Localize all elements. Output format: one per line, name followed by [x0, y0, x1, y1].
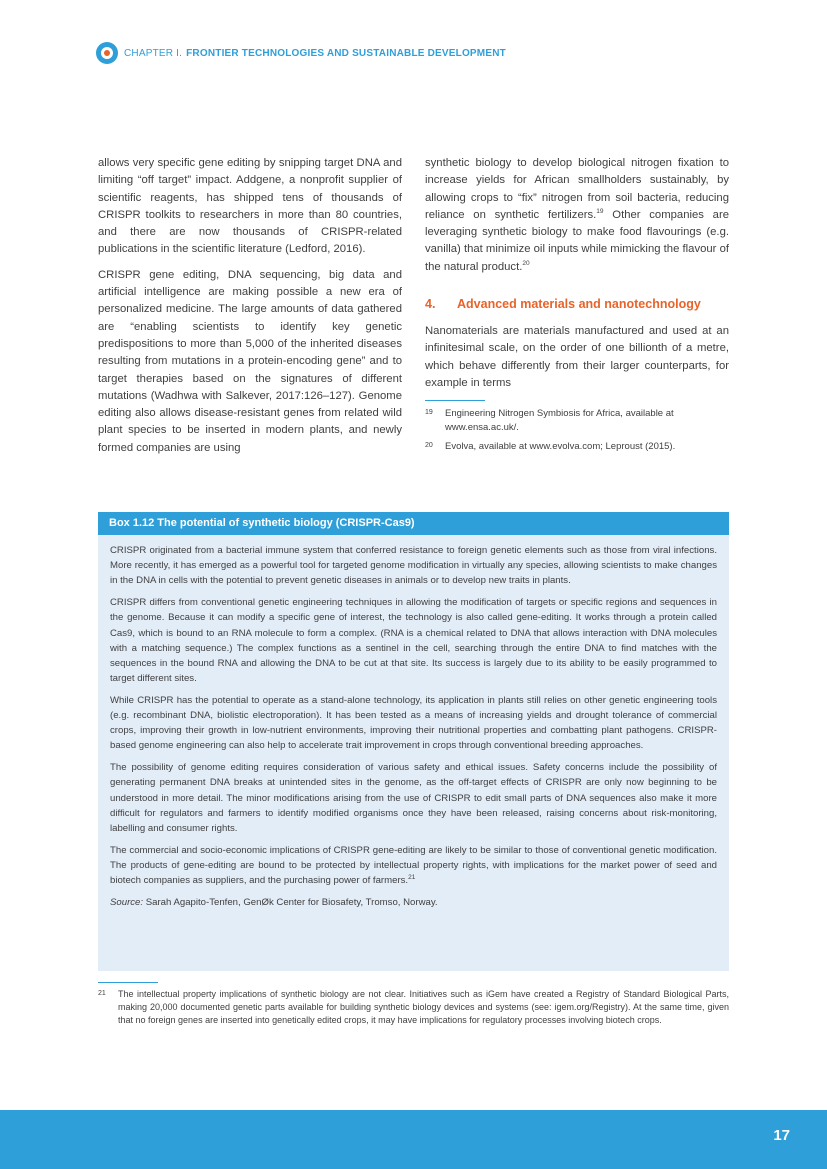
source-text: Sarah Agapito-Tenfen, GenØk Center for Biosafety, Tromso, Norway.	[143, 896, 438, 908]
footnote-20	[425, 440, 729, 454]
footnote-number: 20	[425, 442, 433, 450]
section-heading	[425, 296, 729, 313]
left-column	[98, 155, 402, 465]
footnote-divider	[425, 400, 485, 401]
box-title: Box 1.12 The potential of synthetic biology (CRISPR-Cas9)	[98, 512, 729, 535]
box-paragraph-5-text: The commercial and socio-economic implications of CRISPR gene-editing are likely to be similar to those of conventional genetic modification. The products of gene-editing are bound to be protected by intellectual property rights, with implications for the market power of seed and biotech companies as suppliers, and the purchasing power of farmers.	[110, 844, 717, 887]
footnote-ref-21[interactable]: 21	[408, 873, 416, 881]
page-footnotes	[98, 982, 729, 1026]
left-paragraph-1: allows very specific gene editing by snipping target DNA and limiting “off target” impact. Addgene, a nonprofit supplier of scientific reagents, has shipped tens of thousands of CRISPR toolkits to researchers in more than 80 countries, and there are now thousands of CRISPR-related publications in the scientific literature (Ledford, 2016).	[98, 157, 402, 256]
box-body	[98, 535, 729, 910]
right-paragraph-1	[425, 155, 729, 276]
footnote-number: 19	[425, 409, 433, 417]
box-paragraph-1: CRISPR originated from a bacterial immune system that conferred resistance to foreign genetic elements such as those from viral infections. More recently, it has emerged as a powerful tool for targeted genome modification in virtually any species, allowing scientists to make changes in the DNA in cells with the potential to prevent genetic diseases in animals or to develop new traits in plants.	[110, 545, 717, 587]
box-paragraph-3: While CRISPR has the potential to operate as a stand-alone technology, its application in plants still relies on other genetic engineering tools (e.g. recombinant DNA, biolistic electroporation). It has been tested as a means of increasing yields and drought tolerance of commercial crops, improving their growth in low-nutrient environments, improving their nutritional properties and combatting plant pathogens. CRISPR-based genome engineering can also help to accelerate trait improvement in crops through conventional breeding approaches.	[110, 694, 717, 752]
footnote-text: Evolva, available at www.evolva.com; Leproust (2015).	[445, 441, 676, 453]
right-paragraph-1-text-b: Other companies are leveraging synthetic biology to make food flavourings (e.g. vanilla) that minimize oil inputs while mimicking the flavour of the natural product.	[425, 208, 729, 273]
box-paragraph-5	[110, 843, 717, 889]
footnote-21	[98, 988, 729, 1026]
section-number: 4.	[425, 297, 436, 312]
footnote-text: The intellectual property implications of synthetic biology are not clear. Initiatives such as iGem have created a Registry of Standard Biological Parts, making 20,000 documented genetic parts available for building synthetic biology devices and systems (see: igem.org/Registry). At the same time, given that no foreign genes are inserted into genetically edited crops, it may have implications for regulatory processes involving biotech crops.	[118, 989, 729, 1025]
right-column	[425, 155, 729, 459]
info-box	[98, 512, 729, 971]
box-paragraph-4: The possibility of genome editing requires consideration of various safety and ethical issues. Safety concerns include the possibility of generating permanent DNA breaks at unintended sites in the genome, as the off-target effects of CRISPR are only now beginning to be understood in more detail. The minor modifications arising from the use of CRISPR to edit small parts of DNA sequences also make it more difficult for regulators and farmers to identify modified organisms once they have been released, raising concerns about risk-monitoring, labelling and consumer rights.	[110, 762, 717, 834]
source-label: Source:	[110, 896, 144, 908]
box-paragraph-2: CRISPR differs from conventional genetic engineering techniques in allowing the modification of targets or specific regions and sequences in the genome. Because it can modify a specific gene of interest, the technology is also called gene-editing. It works through a protein called Cas9, which is bound to an RNA molecule to form a complex. (RNA is a chemical related to DNA that allows interaction with DNA molecules with a matching sequence.) The complex functions as a sentinel in the cell, searching through the entire DNA to find matches with the sequences in the bound RNA and allowing the DNA to be cut at that site. Its success is largely due to its ability to be easily programmed to target different sites.	[110, 597, 717, 685]
footnote-ref-19[interactable]: 19	[596, 208, 604, 216]
footnote-text: Engineering Nitrogen Symbiosis for Africa, available at www.ensa.ac.uk/.	[445, 408, 674, 434]
chapter-label: CHAPTER I.	[124, 47, 183, 59]
page-number: 17	[773, 1127, 790, 1144]
section-title: Advanced materials and nanotechnology	[457, 297, 701, 312]
target-icon	[96, 42, 118, 64]
right-paragraph-2: Nanomaterials are materials manufactured and used at an infinitesimal scale, on the order of one billionth of a metre, which behave differently from their larger counterparts, for example in terms	[425, 325, 729, 389]
box-source	[110, 895, 717, 910]
footnote-ref-20[interactable]: 20	[522, 260, 530, 268]
left-paragraph-2: CRISPR gene editing, DNA sequencing, big data and artificial intelligence are making possible a new era of personalized medicine. The large amounts of data gathered are “enabling scientists to identify key genetic predispositions to more than 5,000 of the inherited diseases resulting from mutations in a protein-encoding gene” and to target therapies based on the signatures of different mutations (Wadhwa with Salkever, 2017:126–127). Genome editing also allows disease-resistant genes from related wild plant species to be inserted in modern plants, and newly formed companies are using	[98, 268, 402, 454]
footnote-19	[425, 407, 729, 435]
right-paragraph-1-text-a: synthetic biology to develop biological nitrogen fixation to increase yields for African smallholders sustainably, by allowing crops to “fix” nitrogen from soil bacteria, reducing reliance on synthetic fertilizers.	[425, 157, 729, 221]
footnote-divider	[98, 982, 158, 983]
running-header	[96, 42, 506, 64]
footnote-number: 21	[98, 990, 106, 997]
page-footer-band	[0, 1110, 827, 1169]
chapter-title: FRONTIER TECHNOLOGIES AND SUSTAINABLE DEVELOPMENT	[186, 47, 506, 59]
